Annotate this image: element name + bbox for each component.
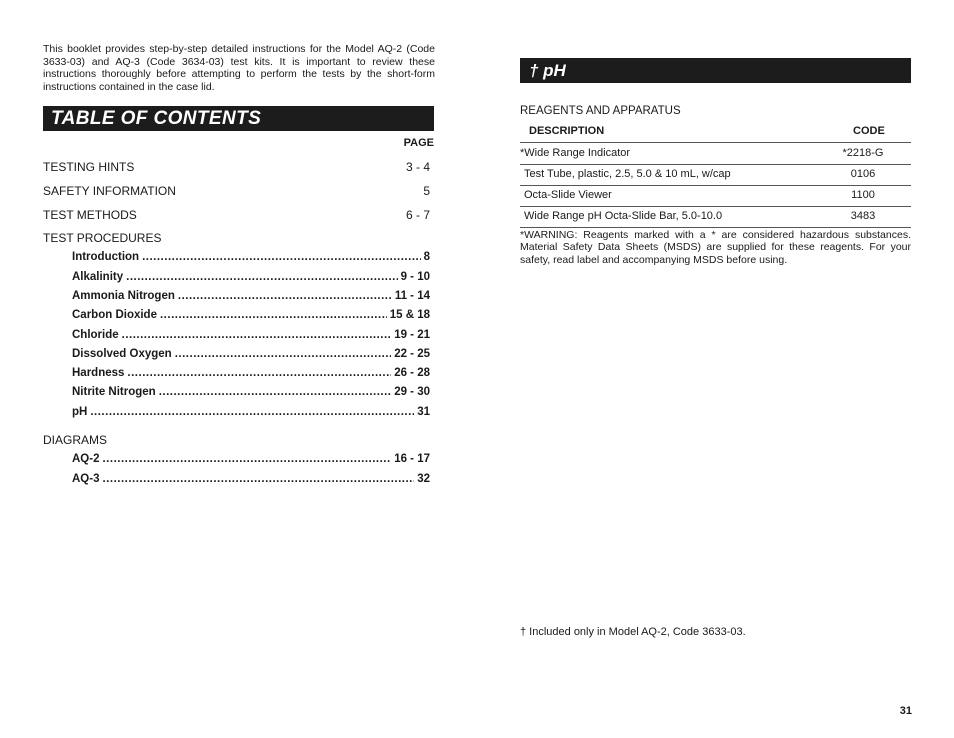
toc-subentry-label: AQ-3 <box>72 473 100 485</box>
toc-subentry <box>72 367 430 379</box>
leader-dots <box>178 290 392 302</box>
toc-subentry-label: Ammonia Nitrogen <box>72 290 175 302</box>
leader-dots <box>122 329 392 341</box>
toc-diagrams-label: DIAGRAMS <box>43 433 108 447</box>
toc-page-header: PAGE <box>403 137 434 149</box>
toc-entry <box>43 160 430 174</box>
toc-subentry-label: Hardness <box>72 367 125 379</box>
toc-entry-label: SAFETY INFORMATION <box>43 184 176 198</box>
toc-subentry-label: Nitrite Nitrogen <box>72 386 156 398</box>
leader-dots <box>102 473 414 485</box>
ph-section-title: † pH <box>520 58 911 83</box>
toc-entry <box>43 184 430 198</box>
leader-dots <box>126 271 397 283</box>
toc-subentry-label: Alkalinity <box>72 271 124 283</box>
row-code: *2218-G <box>842 147 884 159</box>
toc-entry-page: 3 - 4 <box>405 160 430 174</box>
toc-subentry-page: 31 <box>417 406 430 418</box>
leader-dots <box>102 453 391 465</box>
toc-entry-label: TESTING HINTS <box>43 160 135 174</box>
table-divider <box>520 227 911 228</box>
toc-subentry-label: Dissolved Oxygen <box>72 348 172 360</box>
leader-dots <box>142 251 421 263</box>
toc-entry-label: TEST METHODS <box>43 208 137 222</box>
toc-subentry-page: 8 <box>423 251 430 263</box>
toc-entry-page: 5 <box>423 184 430 198</box>
leader-dots <box>160 309 387 321</box>
toc-procedures-heading <box>43 231 430 245</box>
leader-dots <box>175 348 391 360</box>
toc-diagrams-heading <box>43 433 430 447</box>
column-header-description: DESCRIPTION <box>529 125 605 137</box>
toc-subentry <box>72 406 430 418</box>
toc-subentry <box>72 453 430 465</box>
toc-title: TABLE OF CONTENTS <box>43 106 434 131</box>
toc-subentry-label: pH <box>72 406 88 418</box>
toc-subentry <box>72 348 430 360</box>
page-number: 31 <box>899 705 912 717</box>
toc-procedures-label: TEST PROCEDURES <box>43 231 162 245</box>
reagents-title: REAGENTS AND APPARATUS <box>520 105 681 117</box>
leader-dots <box>90 406 414 418</box>
toc-subentry-label: Chloride <box>72 329 119 341</box>
toc-subentry-page: 19 - 21 <box>394 329 430 341</box>
toc-subentry-label: AQ-2 <box>72 453 100 465</box>
leader-dots <box>127 367 391 379</box>
footnote: † Included only in Model AQ-2, Code 3633-03. <box>520 626 746 638</box>
toc-subentry-page: 11 - 14 <box>394 290 430 302</box>
row-code: 3483 <box>850 210 876 222</box>
toc-subentry-page: 16 - 17 <box>394 453 430 465</box>
table-divider <box>520 185 911 186</box>
warning-text: *WARNING: Reagents marked with a * are considered hazardous substances. Material Safety Data Sheets (MSDS) are supplied for these reagents. For your safety, read label and accompanying MSDS before using. <box>520 229 911 266</box>
toc-subentry <box>72 251 430 263</box>
intro-paragraph: This booklet provides step-by-step detailed instructions for the Model AQ-2 (Code 3633-03) and AQ-3 (Code 3634-03) test kits. It is important to review these instructions thoroughly before attempting to perform the tests by the short-form instructions contained in the case lid. <box>43 43 435 93</box>
row-description: Wide Range pH Octa-Slide Bar, 5.0-10.0 <box>524 210 723 222</box>
toc-subentry <box>72 290 430 302</box>
toc-subentry <box>72 329 430 341</box>
table-divider <box>520 206 911 207</box>
toc-subentry-page: 22 - 25 <box>394 348 430 360</box>
toc-entry <box>43 208 430 222</box>
toc-subentry <box>72 309 430 321</box>
column-header-code: CODE <box>853 125 885 137</box>
toc-subentry-page: 26 - 28 <box>394 367 430 379</box>
toc-subentry <box>72 271 430 283</box>
row-code: 0106 <box>850 168 876 180</box>
toc-subentry-page: 9 - 10 <box>400 271 430 283</box>
table-divider <box>520 164 911 165</box>
toc-subentry-page: 32 <box>417 473 430 485</box>
toc-subentry-label: Introduction <box>72 251 140 263</box>
toc-subentry-page: 15 & 18 <box>389 309 430 321</box>
row-description: Octa-Slide Viewer <box>524 189 612 201</box>
table-divider <box>520 142 911 143</box>
toc-subentry-page: 29 - 30 <box>394 386 430 398</box>
row-code: 1100 <box>851 189 875 201</box>
row-description: *Wide Range Indicator <box>520 147 631 159</box>
toc-subentry <box>72 386 430 398</box>
toc-entry-page: 6 - 7 <box>405 208 430 222</box>
row-description: Test Tube, plastic, 2.5, 5.0 & 10 mL, w/cap <box>524 168 731 180</box>
leader-dots <box>159 386 391 398</box>
toc-subentry-label: Carbon Dioxide <box>72 309 157 321</box>
toc-subentry <box>72 473 430 485</box>
